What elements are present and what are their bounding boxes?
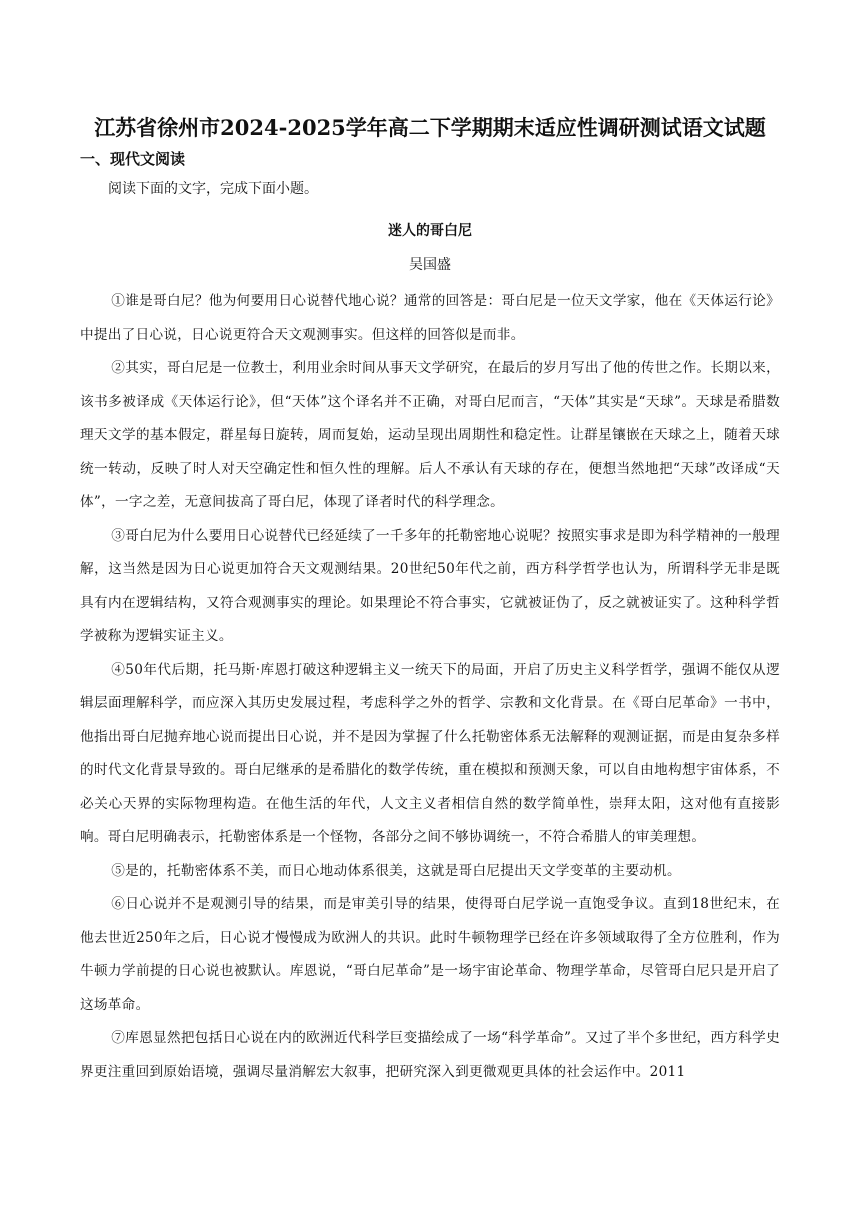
paragraph-2: ②其实，哥白尼是一位教士，利用业余时间从事天文学研究，在最后的岁月写出了他的传世之作。长期以来，该书多被译成《天体运行论》，但“天体”这个译名并不正确，对哥白尼而言，“天体”其实是“天球”。天球是希腊数理天文学的基本假定，群星每日旋转，周而复始，运动呈现出周期性和稳定性。让群星镶嵌在天球之上，随着天球统一转动，反映了时人对天空确定性和恒久性的理解。后人不承认有天球的存在，便想当然地把“天球”改译成“天体”，一字之差，无意间拔高了哥白尼，体现了译者时代的科学理念。 [80, 360, 780, 510]
paragraph-7: ⑦库恩显然把包括日心说在内的欧洲近代科学巨变描绘成了一场“科学革命”。又过了半个多世纪，西方科学史界更注重回到原始语境，强调尽量消解宏大叙事，把研究深入到更微观更具体的社会运作中。2011 [80, 1030, 780, 1080]
article-author: 吴国盛 [409, 257, 451, 273]
paragraph-6: ⑥日心说并不是观测引导的结果，而是审美引导的结果，使得哥白尼学说一直饱受争议。直到18世纪末，在他去世近250年之后，日心说才慢慢成为欧洲人的共识。此时牛顿物理学已经在许多领域取得了全方位胜利，作为牛顿力学前提的日心说也被默认。库恩说，“哥白尼革命”是一场宇宙论革命、物理学革命，尽管哥白尼只是开启了这场革命。 [80, 896, 780, 1013]
reading-instruction: 阅读下面的文字，完成下面小题。 [108, 181, 318, 197]
paragraph-4: ④50年代后期，托马斯·库恩打破这种逻辑主义一统天下的局面，开启了历史主义科学哲学，强调不能仅从逻辑层面理解科学，而应深入其历史发展过程，考虑科学之外的哲学、宗教和文化背景。在《哥白尼革命》一书中，他指出哥白尼抛弃地心说而提出日心说，并不是因为掌握了什么托勒密体系无法解释的观测证据，而是由复杂多样的时代文化背景导致的。哥白尼继承的是希腊化的数学传统，重在模拟和预测天象，可以自由地构想宇宙体系，不必关心天界的实际物理构造。在他生活的年代，人文主义者相信自然的数学简单性，崇拜太阳，这对他有直接影响。哥白尼明确表示，托勒密体系是一个怪物，各部分之间不够协调统一，不符合希腊人的审美理想。 [80, 661, 780, 845]
document-page [80, 112, 780, 1089]
paragraph-3: ③哥白尼为什么要用日心说替代已经延续了一千多年的托勒密地心说呢？按照实事求是即为科学精神的一般理解，这当然是因为日心说更加符合天文观测结果。20世纪50年代之前，西方科学哲学也认为，所谓科学无非是既具有内在逻辑结构，又符合观测事实的理论。如果理论不符合事实，它就被证伪了，反之就被证实了。这种科学哲学被称为逻辑实证主义。 [80, 527, 780, 644]
document-title: 江苏省徐州市2024-2025学年高二下学期期末适应性调研测试语文试题 [94, 115, 766, 140]
section-heading: 一、现代文阅读 [80, 150, 186, 168]
paragraph-5: ⑤是的，托勒密体系不美，而日心地动体系很美，这就是哥白尼提出天文学变革的主要动机。 [111, 862, 681, 879]
article-title: 迷人的哥白尼 [388, 223, 472, 239]
paragraph-1: ①谁是哥白尼？他为何要用日心说替代地心说？通常的回答是：哥白尼是一位天文学家，他在《天体运行论》中提出了日心说，日心说更符合天文观测事实。但这样的回答似是而非。 [80, 293, 780, 343]
